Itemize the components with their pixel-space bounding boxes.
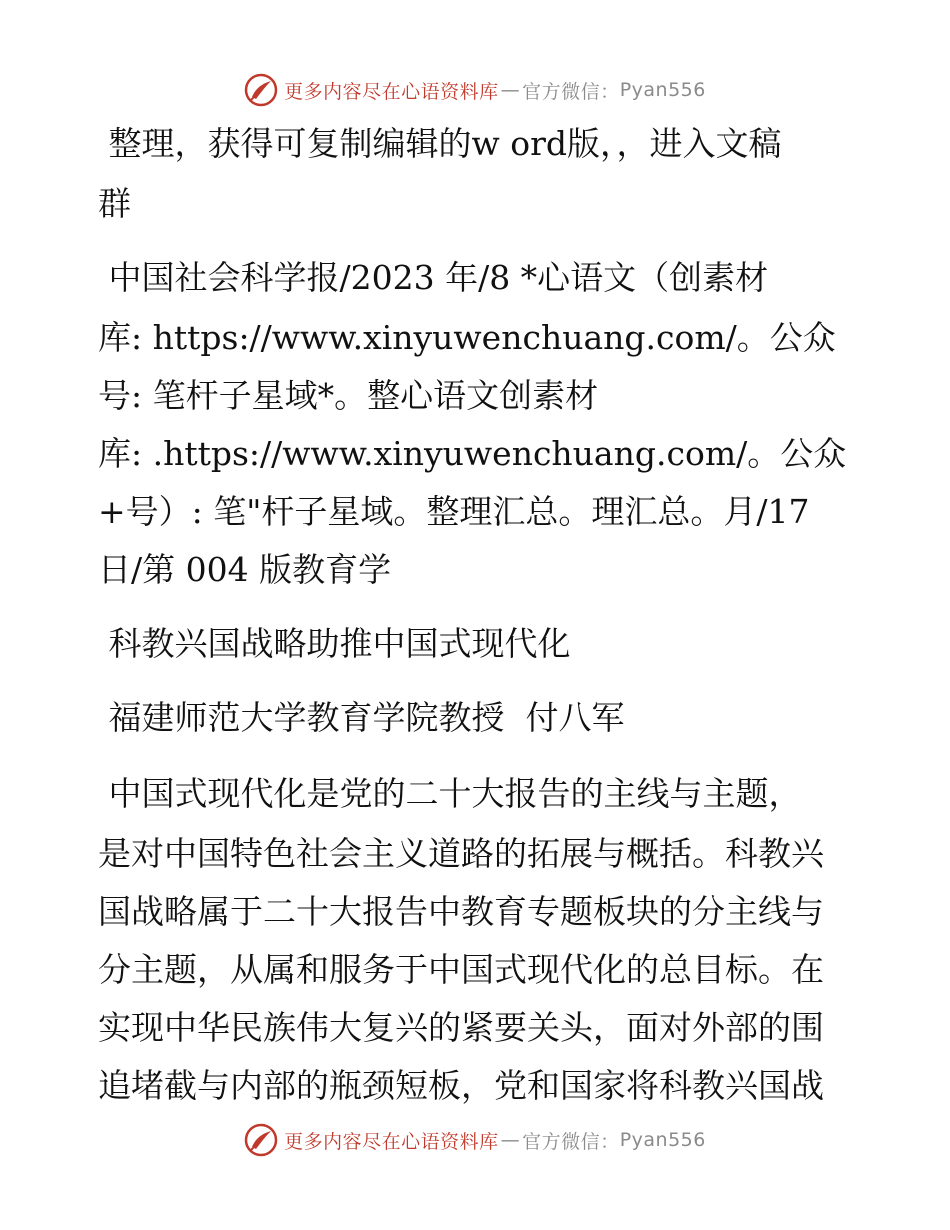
article-title: 科教兴国战略助推中国式现代化 [98,624,571,663]
banner-main-text: 更多内容尽在心语资料库 [284,1130,499,1153]
pen-flourish-logo-icon [244,1123,278,1157]
banner-suffix-text: 官方微信： [522,80,620,103]
pen-flourish-logo-icon [244,73,278,107]
header-watermark-banner [0,70,950,110]
banner-separator: — [500,1129,521,1151]
text-line: 整理，获得可复制编辑的w ord版，，进入文稿 [98,124,782,163]
text-line: +号）: 笔"杆子星域。整理汇总。理汇总。月/17 [98,492,810,531]
text-line: 中国社会科学报/2023 年/8 *心语文（创素材 [98,258,769,297]
text-line: 国战略属于二十大报告中教育专题板块的分主线与 [98,892,824,931]
banner-wechat-id: Pyan556 [619,79,706,101]
text-line: 实现中华民族伟大复兴的紧要关头，面对外部的围 [98,1008,824,1047]
banner-suffix-text: 官方微信： [522,1130,620,1153]
text-line: 追堵截与内部的瓶颈短板，党和国家将科教兴国战 [98,1066,824,1105]
banner-wechat-id: Pyan556 [619,1129,706,1151]
text-line: 号: 笔杆子星域*。整心语文创素材 [98,376,599,415]
footer-watermark-banner [0,1120,950,1160]
text-line: 日/第 004 版教育学 [98,550,392,589]
author-line: 福建师范大学教育学院教授 付八军 [98,698,625,737]
banner-separator: — [500,79,521,101]
text-line: 分主题，从属和服务于中国式现代化的总目标。在 [98,950,824,989]
text-line: 群 [98,184,131,223]
text-line: 是对中国特色社会主义道路的拓展与概括。科教兴 [98,834,824,873]
text-line: 库: .https://www.xinyuwenchuang.com/。公众 [98,434,847,473]
banner-main-text: 更多内容尽在心语资料库 [284,80,499,103]
text-line: 中国式现代化是党的二十大报告的主线与主题， [98,774,802,813]
text-line: 库: https://www.xinyuwenchuang.com/。公众 [98,318,836,357]
